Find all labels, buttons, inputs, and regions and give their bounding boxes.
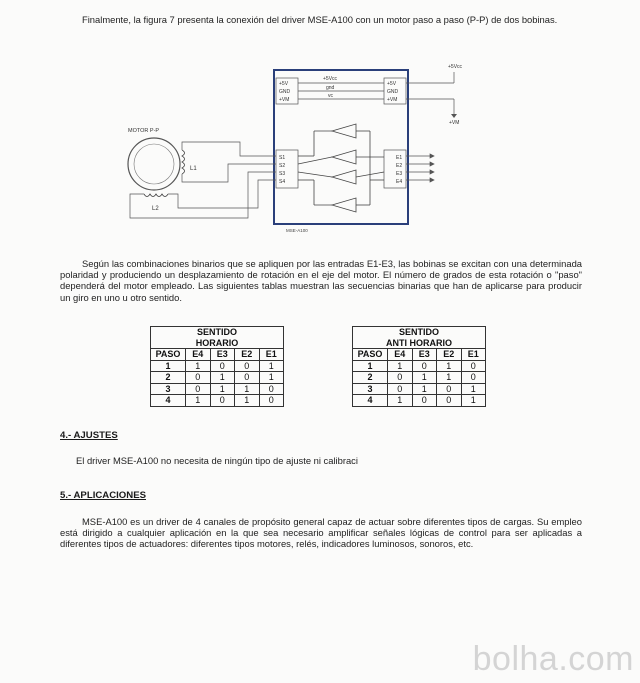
- table-row: 4 1 0 0 1: [353, 395, 486, 407]
- input-s4: S4: [279, 179, 286, 185]
- pin-right-3: +VM: [387, 97, 398, 103]
- table-header: E4: [186, 349, 211, 361]
- input-e4: E4: [396, 179, 403, 185]
- vm-label: +VM: [449, 120, 460, 126]
- table-row: 1 1 0 0 1: [151, 360, 284, 372]
- connection-diagram: [118, 58, 478, 234]
- vcc-label: +5Vcc: [448, 64, 463, 70]
- input-s3: S3: [279, 171, 286, 177]
- table-antihorario-title-1: SENTIDO: [353, 327, 486, 338]
- pin-left-2: GND: [279, 89, 291, 95]
- table-header: E3: [412, 349, 437, 361]
- pin-left-3: +VM: [279, 97, 290, 103]
- table-sentido-antihorario: [352, 326, 486, 407]
- table-header: E3: [210, 349, 235, 361]
- body-paragraph: Según las combinaciones binarios que se apliquen por las entradas E1-E3, las bobinas se excitan con una determinada polaridad y produciendo un desplazamiento de rotación en el eje del motor. El número de grados de esta rotación o "paso" dependerá del motor empleado. Las siguientes tablas muestran las secuencias binarias que han de aplicarse para producir un giro en uno u otro sentido.: [60, 258, 582, 303]
- table-row: 4 1 0 1 0: [151, 395, 284, 407]
- section-4-heading: 4.- AJUSTES: [60, 430, 118, 441]
- table-sentido-horario: [150, 326, 284, 407]
- watermark: bolha.com: [472, 640, 634, 678]
- section-4-text: El driver MSE-A100 no necesita de ningún tipo de ajuste ni calibraci: [76, 455, 358, 466]
- mid-label-2: gnd: [326, 85, 335, 91]
- table-header: E1: [461, 349, 486, 361]
- input-s2: S2: [279, 163, 286, 169]
- input-e1: E1: [396, 155, 403, 161]
- motor-label: MOTOR P-P: [128, 128, 160, 134]
- pin-right-1: +5V: [387, 81, 397, 87]
- section-5-heading: 5.- APLICACIONES: [60, 490, 146, 501]
- section-5-paragraph: MSE-A100 es un driver de 4 canales de propósito general capaz de actuar sobre diferentes tipos de cargas. Su empleo está dirigido a cualquier aplicación en la que sea necesario amplificar señales lógicas de control para ser aplicadas a diferentes tipos de actuadores: diferentes tipos motores, relés, indicadores luminosos, sonoros, etc.: [60, 516, 582, 550]
- table-row: 1 1 0 1 0: [353, 360, 486, 372]
- table-antihorario-title-2: ANTI HORARIO: [353, 338, 486, 349]
- table-row: 2 0 1 1 0: [353, 372, 486, 384]
- mid-label-3: vc: [328, 93, 333, 99]
- table-row: 2 0 1 0 1: [151, 372, 284, 384]
- table-header: E1: [259, 349, 284, 361]
- module-label: MSE-A100: [286, 228, 308, 233]
- coil-l2-label: L2: [152, 206, 159, 212]
- input-e2: E2: [396, 163, 403, 169]
- table-header: E2: [437, 349, 462, 361]
- coil-l1: [182, 150, 185, 174]
- table-header: PASO: [353, 349, 388, 361]
- pin-right-2: GND: [387, 89, 399, 95]
- mid-label-1: +5Vcc: [323, 76, 338, 82]
- input-s1: S1: [279, 155, 286, 161]
- input-e3: E3: [396, 171, 403, 177]
- coil-l1-label: L1: [190, 166, 197, 172]
- table-horario-title-1: SENTIDO: [151, 327, 284, 338]
- table-horario-title-2: HORARIO: [151, 338, 284, 349]
- pin-left-1: +5V: [279, 81, 289, 87]
- table-row: 3 0 1 1 0: [151, 383, 284, 395]
- table-header: E4: [388, 349, 413, 361]
- table-header: PASO: [151, 349, 186, 361]
- coil-l2: [144, 194, 168, 197]
- table-header: E2: [235, 349, 260, 361]
- intro-paragraph: Finalmente, la figura 7 presenta la conexión del driver MSE-A100 con un motor paso a paso (P-P) de dos bobinas.: [82, 14, 558, 25]
- motor-circle: [128, 138, 180, 190]
- table-row: 3 0 1 0 1: [353, 383, 486, 395]
